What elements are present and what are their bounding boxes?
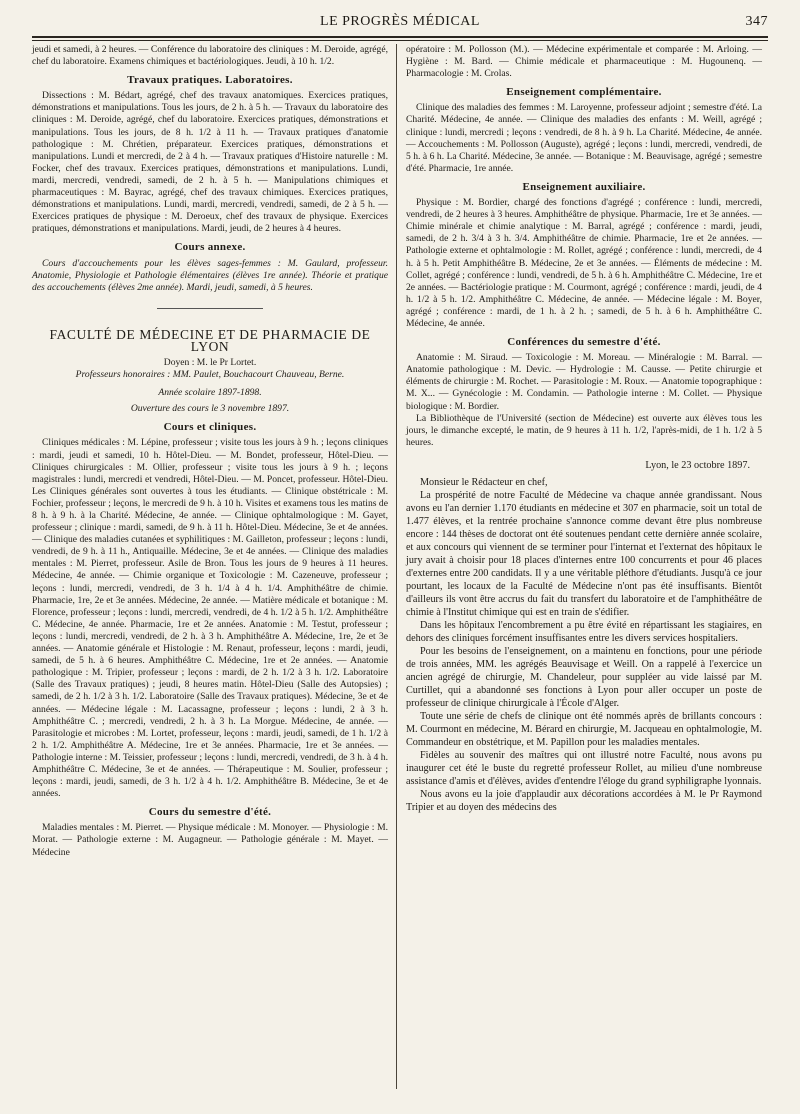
- cours-annexe-text: Cours d'accouchements pour les élèves sages-femmes : M. Gaulard, professeur. Anatomie, Physiologie et Pathologie élémentaires (élèves 1re année). Théorie et pratique des accouchements (élèves 2me année). Mardi, jeudi, samedi, à 5 heures.: [32, 257, 388, 293]
- heading-semestre-ete: Cours du semestre d'été.: [148, 806, 272, 819]
- heading-cours-annexe: Cours annexe.: [174, 241, 246, 254]
- faculty-title: FACULTÉ DE MÉDECINE ET DE PHARMACIE DE LYON: [49, 326, 371, 354]
- auxiliaire-text: Physique : M. Bordier, chargé des fonctions d'agrégé ; conférence : lundi, mercredi, vendredi, de 2 heures à 3 heures. Amphithéâtre de physique. Pharmacie, 1re et 3e années. — Chimie minérale et chimie analytique : M. Barral, agrégé ; conférence : mardi, jeudi, samedi, de 2 h. 3/4 à 3 h. 3/4. Amphithéâtre de chimie. Pharmacie, 1re et 2e années. — Pathologie externe et ophtalmologie : M. Rollet, agrégé ; conférence : lundi, mercredi, de 4 h. à 5 h. Petit Amphithéâtre B. Médecine, 2e et 3e années. — Éléments de médecine : M. Collet, agrégé ; conférence : lundi, vendredi, de 5 h. à 6 h. Amphithéâtre C. Médecine, 1re et 2e années. — Bactériologie pratique : M. Courmont, agrégé ; conférence : mardi, jeudi, de 4 h. 1/2 à 5 h. 1/2. Amphithéâtre C. Médecine, 4e année. — Médecine légale : M. Boyer, agrégé ; conférence : mardi, de 1 h. à 2 h. ; samedi, de 5 h. à 6 h. Amphithéâtre C. Médecine, 4e année.: [406, 197, 762, 329]
- cours-cliniques-text: Cliniques médicales : M. Lépine, professeur ; visite tous les jours à 9 h. ; leçons cliniques : mardi, jeudi et samedi, 10 h. Hôtel-Dieu. — M. Bondet, professeur, Hôtel-Dieu. — Cliniques chirurgicales : M. Ollier, professeur ; visite tous les jours à 9 h. ; leçons magistrales : lundi, mercredi et vendredi, Hôtel-Dieu. — M. Poncet, professeur. Hôtel-Dieu. Les Cliniques générales sont ouvertes à tous les étudiants. — Clinique obstétricale : M. Fochier, professeur ; leçons, le mercredi de 9 h. à 10 h. Visites et examens tous les matins de 8 h. à 9 h. à la Charité. Médecine, 4e année. — Clinique ophtalmologique : M. Gayet, professeur ; clinique : mardi, samedi, de 9 h. à 11 h. Hôtel-Dieu. Médecine, 3e et 4e années. — Clinique des maladies cutanées et syphilitiques : M. Gailleton, professeur ; leçons : lundi, vendredi, de 9 h. à 11 h., Antiquaille. Médecine, 3e et 4e années. — Clinique des maladies mentales : M. Pierret, professeur. Asile de Bron. Tous les jours de 9 heures à 11 heures. Médecine, 4e année. — Chimie organique et Toxicologie : M. Cazeneuve, professeur ; leçons : lundi, mercredi, vendredi, de 3 h. 1/4 à 4 h. 1/4. Amphithéâtre de chimie. Pharmacie, 1re, 2e et 3e années. Médecine, 2e année. — Matière médicale et botanique : M. Florence, professeur ; leçons : lundi, mercredi, vendredi, de 4 h. 1/2 à 5 h. 1/2. Amphithéâtre C. Médecine, 4e année. Pharmacie, 1re et 2e années. Anatomie : M. Testut, professeur ; leçons : lundi, mercredi, vendredi, de 2 h. à 3 h. Amphithéâtre A. Médecine, 1re, 2e et 3e années. — Anatomie générale et Histologie : M. Renaut, professeur, leçons : mardi, jeudi, samedi, de 5 h. à 6 heures. Amphithéâtre C. Médecine, 1re et 2e années. — Anatomie pathologique : M. Tripier, professeur ; leçons : mardi, de 2 h. 1/2 à 3 h. 1/2. Laboratoire (Salle des Travaux pratiques) ; jeudi, 8 heures matin. Hôtel-Dieu (Salle des Autopsies) ; samedi, de 2 h. 1/2 à 3 h. 1/2. Laboratoire (Salle des Travaux pratiques). Médecine, 3e et 4e années. — Médecine légale : M. Lacassagne, professeur ; leçons : lundi, 2 à 3 h. Amphithéâtre C. ; mercredi, vendredi, 2 h. à 3 h. La Morgue. Médecine, 4e année. — Parasitologie et microbes : M. Lortet, professeur, leçons : mardi, jeudi, samedi, de 1 h. 1/2 à 2 h. 1/2. Amphithéâtre A. Médecine, 1re et 3e années. Pharmacie, 1re et 3e années. — Pathologie interne : M. Teissier, professeur ; leçons : lundi, mercredi, vendredi, de 3 h. à 4 h. Amphithéâtre C. Médecine, 3e et 4e années. — Thérapeutique : M. Soulier, professeur ; leçons : mardi, jeudi, samedi, de 3 h. 1/2 à 4 h. 1/2. Amphithéâtre B. Médecine, 3e et 4e années.: [32, 437, 388, 800]
- travaux-pratiques-text: Dissections : M. Bédart, agrégé, chef des travaux anatomiques. Exercices pratiques, démonstrations et manipulations. Tous les jours, de 2 h. à 5 h. — Travaux du laboratoire des cliniques : M. Deroide, agrégé, chef du laboratoire. Exercices pratiques, démonstrations et manipulations. Tous les jours, de 8 h. 1/2 à 11 h. — Travaux pratiques d'anatomie pathologique : M. Chrétien, préparateur. Exercices pratiques, démonstrations et manipulations. Lundi et mercredi, de 2 à 4 h. — Travaux pratiques d'Histoire naturelle : M. Focker, chef des travaux. Exercices pratiques, démonstrations et manipulations. Lundi, mardi, mercredi, vendredi, samedi, de 2 h. à 5 h. — Manipulations chimiques et pharmaceutiques : M. Bayrac, agrégé, chef des travaux chimiques. Exercices pratiques, démonstrations et manipulations. Lundi, mardi, mercredi, vendredi, samedi, de 2 à 5 h. — Exercices pratiques de physique : M. Deroeux, chef des travaux de physique. Exercices pratiques, démonstrations et manipulations. Mardi, jeudi, de 2 heures à 4 heures.: [32, 90, 388, 235]
- conferences-text: Anatomie : M. Siraud. — Toxicologie : M. Moreau. — Minéralogie : M. Barral. — Anatomie pathologique : M. Devic. — Hydrologie : M. Causse. — Petite chirurgie et éléments de chirurgie : M. Rochet. — Parasitologie : M. Roux. — Anatomie topographique : M. X... — Gynécologie : M. Condamin. — Pathologie interne : M. Collet. — Physique biologique : M. Bordier.: [406, 352, 762, 412]
- letter-paragraph: Fidèles au souvenir des maîtres qui ont illustré notre Faculté, nous avons pu inaugurer cet été le buste du regretté professeur Rollet, au milieu d'une nombreuse assistance d'amis et d'élèves, avides d'entendre l'éloge du grand syphiligraphe lyonnais.: [406, 749, 762, 787]
- honorary-professors: Professeurs honoraires : MM. Paulet, Bouchacourt Chauveau, Berne.: [75, 369, 345, 381]
- left-intro: jeudi et samedi, à 2 heures. — Conférence du laboratoire des cliniques : M. Deroide, agrégé, chef du laboratoire. Examens chimiques et bactériologiques. Jeudi, à 10 h. 1/2.: [32, 44, 388, 68]
- semestre-ete-text: Maladies mentales : M. Pierret. — Physique médicale : M. Monoyer. — Physiologie : M. Morat. — Pathologie externe : M. Augagneur. — Pathologie générale : M. Mayet. — Médecine: [32, 822, 388, 858]
- letter-paragraph: Pour les besoins de l'enseignement, on a maintenu en fonctions, pour une période de trois années, MM. les agrégés Beauvisage et Weill. On a rappelé à l'exercice un ancien agrégé de chirurgie, M. Chandeleur, pour suppléer au vide laissé par M. Curtillet, qui a abandonné ses fonctions à Lyon pour aller occuper un poste de professeur de clinique chirurgicale à l'École d'Alger.: [406, 645, 762, 709]
- right-intro: opératoire : M. Pollosson (M.). — Médecine expérimentale et comparée : M. Arloing. — Hygiène : M. Bard. — Chimie médicale et pharmaceutique : M. Hugounenq. — Pharmacologie : M. Crolas.: [406, 44, 762, 80]
- letter-paragraph: La prospérité de notre Faculté de Médecine va chaque année grandissant. Nous avons eu l'an dernier 1.170 étudiants en médecine et 307 en pharmacie, soit un total de 1.477 élèves, et la rentrée prochaine s'annonce comme devant être plus nombreuse encore : 144 thèses de doctorat ont été soutenues pendant cette dernière année scolaire, et aux concours qui viennent de se terminer pour l'internat et l'externat des hôpitaux le jury avait à choisir pour 18 places d'internes entre 100 concurrents et pour 46 places d'externes entre 200 candidats. Il y a une véritable pléthore d'étudiants. Jusqu'à ce jour pourtant, les locaux de la Faculté de Médecine n'ont pas été insuffisants. Bientôt d'ailleurs ils vont être accrus du fait du transfert du laboratoire et de l'amphithéâtre de chimie à l'Institut chimique qui est en train de s'édifier.: [406, 489, 762, 618]
- heading-enseignement-auxiliaire: Enseignement auxiliaire.: [522, 180, 646, 193]
- letter-date: Lyon, le 23 octobre 1897.: [645, 459, 750, 471]
- left-column: [32, 44, 388, 859]
- letter-paragraph: Nous avons eu la joie d'applaudir aux décorations accordées à M. le Pr Raymond Tripier et au doyen des médecins des: [406, 788, 762, 813]
- section-separator: [157, 308, 264, 309]
- doyen-line: Doyen : M. le Pr Lortet.: [163, 356, 257, 368]
- header-rule: [32, 36, 768, 41]
- bibliotheque-text: La Bibliothèque de l'Université (section de Médecine) est ouverte aux élèves tous les jours, le dimanche excepté, le matin, de 9 heures à 11 h. 1/2, l'après-midi, de 1 h. 1/2 à 5 heures.: [406, 412, 762, 448]
- page-header: [32, 10, 768, 34]
- school-year: Année scolaire 1897-1898.: [158, 387, 262, 399]
- column-divider: [396, 44, 397, 1089]
- letter-paragraph: Toute une série de chefs de clinique ont été nommés après de brillants concours : M. Courmont en médecine, M. Bérard en chirurgie, M. Jacqueau en ophtalmologie, M. Commandeur en obstétrique, et M. Papillon pour les maladies mentales.: [406, 710, 762, 748]
- page-number: 347: [745, 14, 768, 29]
- heading-cours-cliniques: Cours et cliniques.: [163, 421, 257, 434]
- opening-date: Ouverture des cours le 3 novembre 1897.: [130, 403, 290, 415]
- heading-travaux-pratiques: Travaux pratiques. Laboratoires.: [127, 74, 293, 87]
- right-column: [406, 44, 762, 814]
- heading-conferences: Conférences du semestre d'été.: [507, 336, 661, 349]
- letter: [406, 459, 762, 814]
- letter-paragraph: Dans les hôpitaux l'encombrement a pu être évité en répartissant les stagiaires, en dehors des cliniques forcément insuffisantes entre les divers services hospitaliers.: [406, 619, 762, 644]
- heading-enseignement-complementaire: Enseignement complémentaire.: [506, 86, 662, 99]
- letter-salutation: Monsieur le Rédacteur en chef,: [420, 476, 548, 488]
- journal-title: LE PROGRÈS MÉDICAL: [320, 14, 480, 29]
- complementaire-text: Clinique des maladies des femmes : M. Laroyenne, professeur adjoint ; semestre d'été. La Charité. Médecine, 4e année. — Clinique des maladies des enfants : M. Weill, agrégé ; clinique : lundi, mercredi ; leçons : vendredi, de 8 h. à 9 h. La Charité. Médecine, 4e année. — Accouchements : M. Pollosson (Auguste), agrégé ; leçons : lundi, mercredi, vendredi, de 5 h. à 6 h. La Charité. Médecine, 3e année. — Botanique : M. Beauvisage, agrégé ; semestre d'été. Pharmacie, 1re année.: [406, 102, 762, 174]
